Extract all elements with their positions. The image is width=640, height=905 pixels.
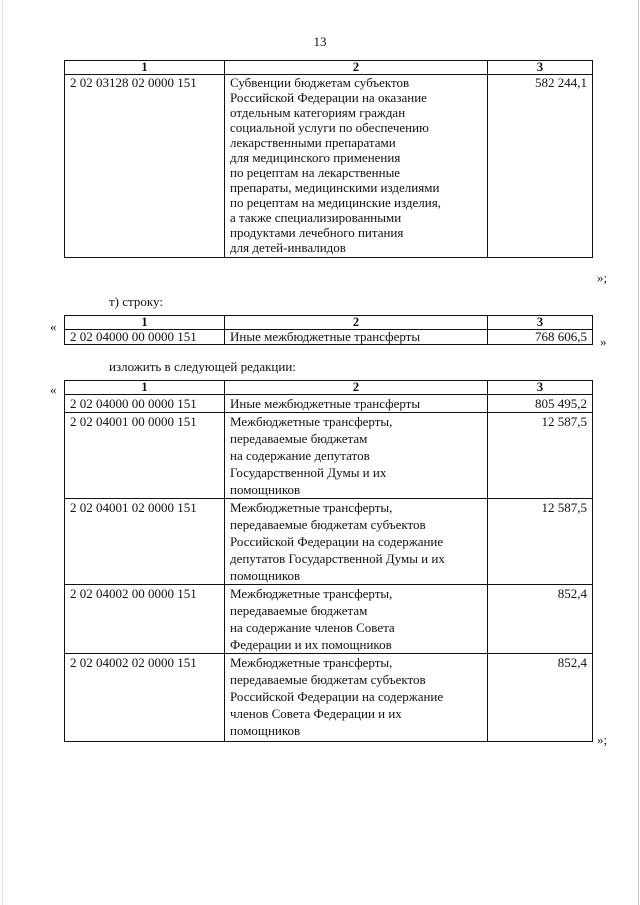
budget-code-cell: 2 02 04000 00 0000 151 (65, 395, 225, 413)
item-name-line: Межбюджетные трансферты, (230, 500, 393, 515)
table-header-row (65, 381, 593, 395)
amount-cell: 12 587,5 (488, 413, 593, 499)
column-header-1: 1 (65, 381, 225, 395)
table-header-row (65, 316, 593, 330)
item-name-line: Межбюджетные трансферты, (230, 586, 393, 601)
table-row (65, 413, 593, 499)
item-name-line: Российской Федерации на оказание (230, 90, 427, 105)
item-name-line: помощников (230, 723, 301, 738)
amount-cell: 805 495,2 (488, 395, 593, 413)
item-name-cell (225, 585, 488, 654)
amount-cell: 852,4 (488, 585, 593, 654)
column-header-3: 3 (488, 381, 593, 395)
item-name-line: Межбюджетные трансферты, (230, 655, 393, 670)
item-name-line: продуктами лечебного питания (230, 225, 404, 240)
item-name-line: препараты, медицинскими изделиями (230, 180, 440, 195)
table-row (65, 499, 593, 585)
amount-cell: 852,4 (488, 654, 593, 742)
budget-code-cell: 2 02 04000 00 0000 151 (65, 330, 225, 345)
item-name-line: депутатов Государственной Думы и их (230, 551, 445, 566)
item-name-line: помощников (230, 482, 301, 497)
amount-cell: 12 587,5 (488, 499, 593, 585)
paragraph-izlozhit: изложить в следующей редакции: (109, 359, 296, 374)
budget-table-2 (64, 315, 593, 345)
closing-quote-2: » (600, 334, 607, 349)
closing-quote-3: »; (597, 732, 608, 747)
column-header-1: 1 (65, 316, 225, 330)
item-name-line: Межбюджетные трансферты, (230, 414, 393, 429)
budget-table-3 (64, 380, 593, 742)
table-row (65, 75, 593, 258)
table-row (65, 585, 593, 654)
table-row (65, 330, 593, 345)
item-name-line: передаваемые бюджетам субъектов (230, 672, 426, 687)
item-name-line: Государственной Думы и их (230, 465, 387, 480)
item-name-line: отдельным категориям граждан (230, 105, 406, 120)
item-name-line: для детей-инвалидов (230, 240, 346, 255)
item-name-line: передаваемые бюджетам (230, 431, 368, 446)
item-name-line: социальной услуги по обеспечению (230, 120, 429, 135)
item-name-line: для медицинского применения (230, 150, 401, 165)
item-name-line: а также специализированными (230, 210, 402, 225)
item-name-line: по рецептам на лекарственные (230, 165, 401, 180)
item-name-line: Российской Федерации на содержание (230, 689, 444, 704)
item-name-cell (225, 413, 488, 499)
item-name-cell (225, 654, 488, 742)
budget-code-cell: 2 02 04001 02 0000 151 (65, 499, 225, 585)
table-header-row (65, 61, 593, 75)
item-name-line: по рецептам на медицинские изделия, (230, 195, 441, 210)
page-edge-right (638, 0, 639, 905)
item-name-line: Иные межбюджетные трансферты (230, 396, 421, 411)
item-name-line: лекарственными препаратами (230, 135, 396, 150)
item-name-line: Иные межбюджетные трансферты (230, 329, 421, 344)
amount-cell: 582 244,1 (488, 75, 593, 258)
budget-code-cell: 2 02 04001 00 0000 151 (65, 413, 225, 499)
item-name-cell (225, 75, 488, 258)
item-name-line: Субвенции бюджетам субъектов (230, 75, 410, 90)
opening-quote-2: « (50, 319, 57, 334)
page-number: 13 (313, 34, 327, 49)
item-name-cell (225, 395, 488, 413)
item-name-line: членов Совета Федерации и их (230, 706, 402, 721)
budget-table-1 (64, 60, 593, 258)
table-row (65, 654, 593, 742)
closing-quote-1: »; (597, 270, 608, 285)
column-header-2: 2 (225, 381, 488, 395)
column-header-2: 2 (225, 316, 488, 330)
item-name-line: помощников (230, 568, 301, 583)
opening-quote-3: « (50, 382, 57, 397)
table-row (65, 395, 593, 413)
item-name-line: Федерации и их помощников (230, 637, 392, 652)
budget-code-cell: 2 02 04002 00 0000 151 (65, 585, 225, 654)
item-name-line: передаваемые бюджетам субъектов (230, 517, 426, 532)
amount-cell: 768 606,5 (488, 330, 593, 345)
budget-code-cell: 2 02 04002 02 0000 151 (65, 654, 225, 742)
item-name-line: передаваемые бюджетам (230, 603, 368, 618)
column-header-3: 3 (488, 61, 593, 75)
column-header-2: 2 (225, 61, 488, 75)
paragraph-t-stroku: т) строку: (109, 294, 163, 309)
column-header-1: 1 (65, 61, 225, 75)
item-name-line: Российской Федерации на содержание (230, 534, 444, 549)
item-name-cell (225, 330, 488, 345)
item-name-line: на содержание депутатов (230, 448, 370, 463)
page-edge-left (2, 0, 3, 905)
budget-code-cell: 2 02 03128 02 0000 151 (65, 75, 225, 258)
item-name-line: на содержание членов Совета (230, 620, 395, 635)
column-header-3: 3 (488, 316, 593, 330)
item-name-cell (225, 499, 488, 585)
